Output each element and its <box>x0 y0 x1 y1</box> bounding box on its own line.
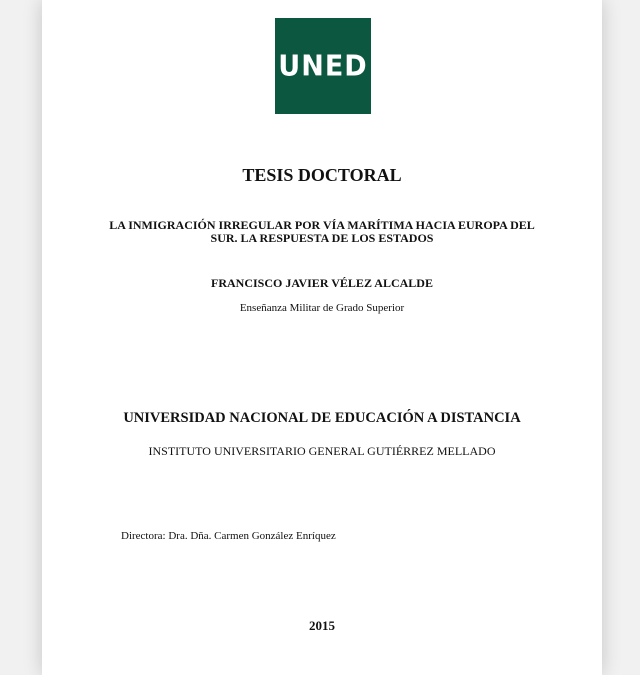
document-type-heading: TESIS DOCTORAL <box>242 165 402 185</box>
author-rank: Enseñanza Militar de Grado Superior <box>239 302 405 314</box>
thesis-director: Directora: Dra. Dña. Carmen González Enríquez <box>121 530 336 542</box>
thesis-title-line-2: SUR. LA RESPUESTA DE LOS ESTADOS <box>210 231 434 245</box>
university-name: UNIVERSIDAD NACIONAL DE EDUCACIÓN A DISTANCIA <box>123 410 521 426</box>
thesis-title-line-1: LA INMIGRACIÓN IRREGULAR POR VÍA MARÍTIMA HACIA EUROPA DEL <box>109 218 535 232</box>
author-name: FRANCISCO JAVIER VÉLEZ ALCALDE <box>211 276 433 290</box>
thesis-title <box>42 219 602 245</box>
document-page <box>42 0 602 675</box>
uned-logo <box>275 18 371 114</box>
institute-name: INSTITUTO UNIVERSITARIO GENERAL GUTIÉRREZ MELLADO <box>148 444 496 458</box>
thesis-year: 2015 <box>309 618 335 633</box>
uned-logo-text: UNED <box>278 49 368 83</box>
